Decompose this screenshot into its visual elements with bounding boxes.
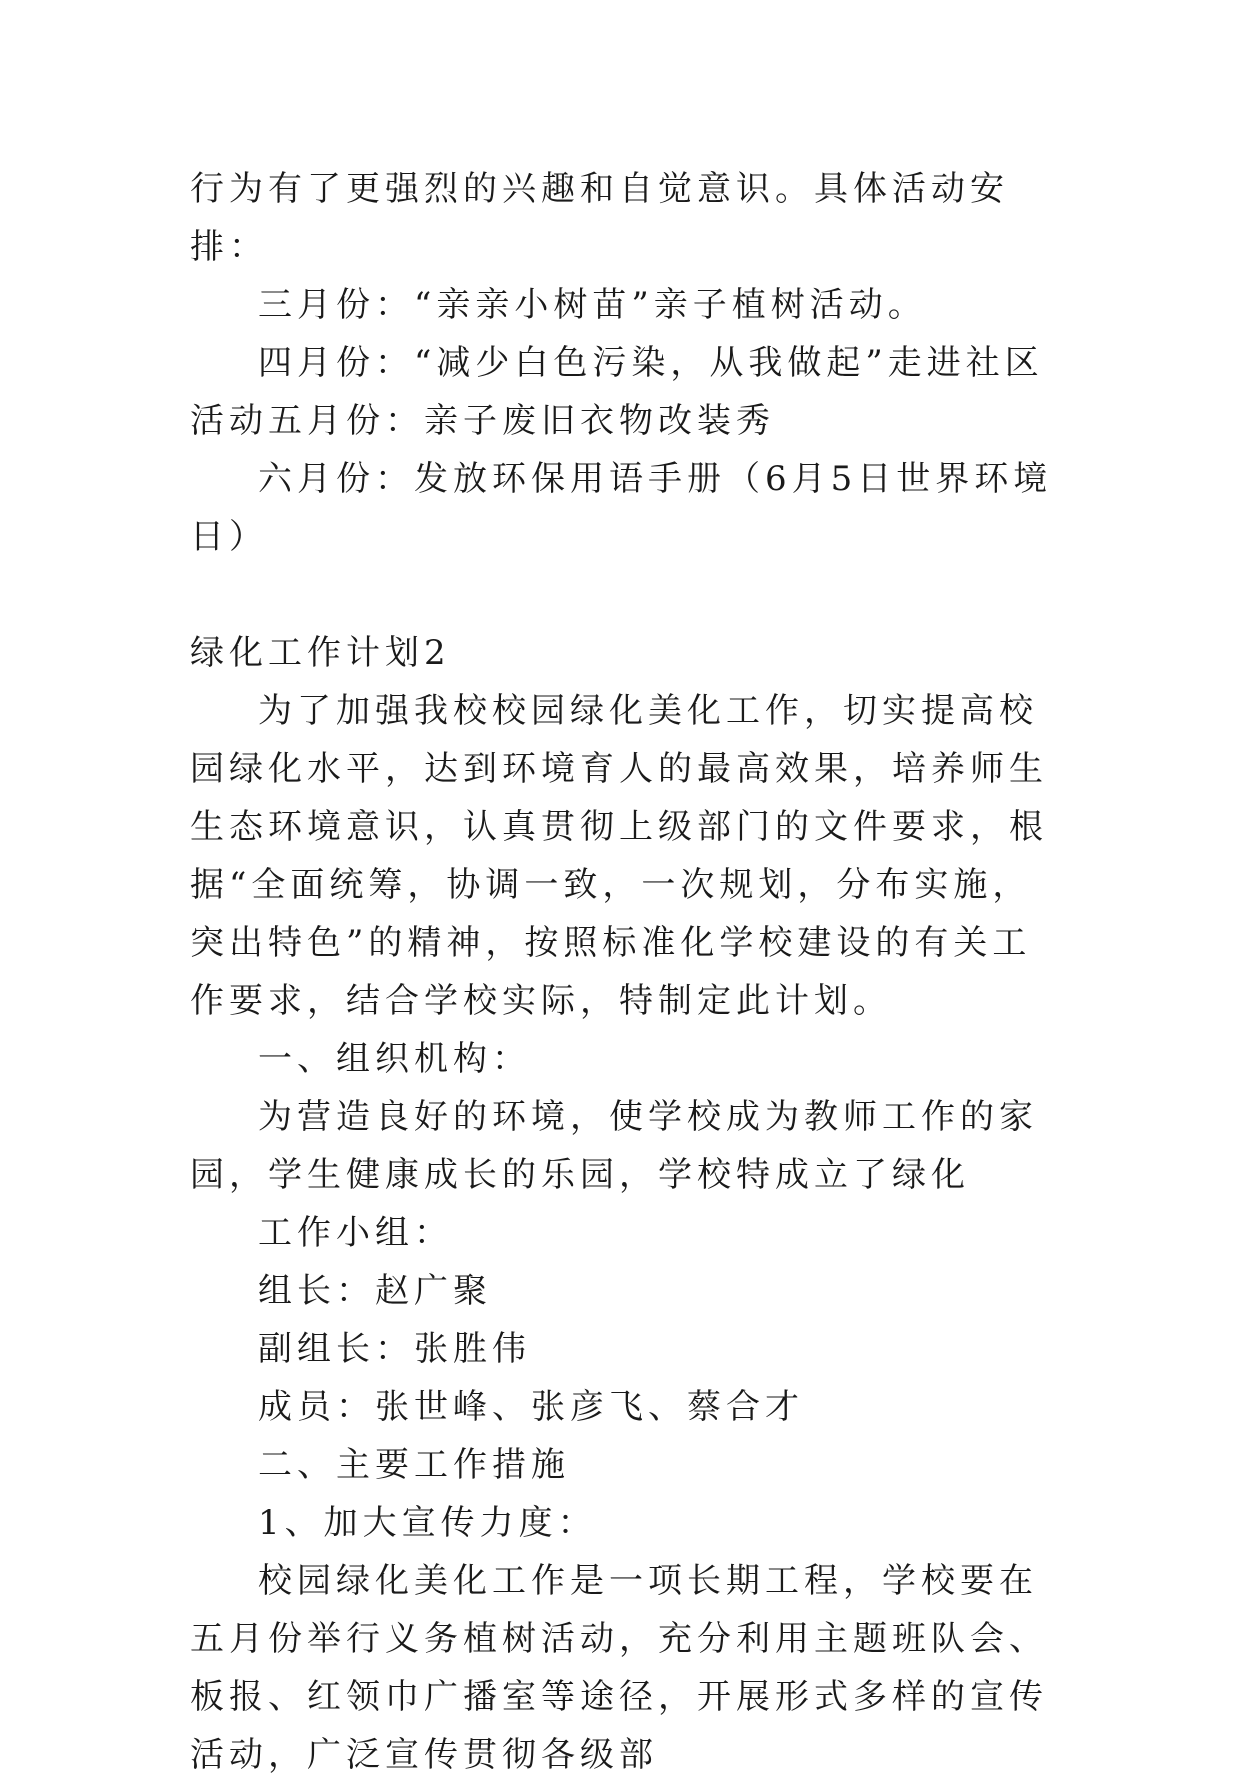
- paragraph: 三月份：“亲亲小树苗”亲子植树活动。: [258, 285, 927, 325]
- paragraph: 为了加强我校校园绿化美化工作，切实提高校园绿化水平，达到环境育人的最高效果，培养师生生态环境意识，认真贯彻上级部门的文件要求，根据“全面统筹，协调一致，一次规划，分布实施，突出特色”的精神，按照标准化学校建设的有关工作要求，结合学校实际，特制定此计划。: [190, 691, 1048, 1021]
- paragraph: 行为有了更强烈的兴趣和自觉意识。具体活动安排：: [190, 169, 1009, 267]
- section-heading: 绿化工作计划2: [190, 633, 451, 673]
- paragraph: 成员：张世峰、张彦飞、蔡合才: [258, 1387, 804, 1427]
- paragraph: 副组长：张胜伟: [258, 1329, 531, 1369]
- paragraph: 1、加大宣传力度：: [258, 1503, 597, 1543]
- paragraph: 校园绿化美化工作是一项长期工程，学校要在五月份举行义务植树活动，充分利用主题班队会、板报、红领巾广播室等途径，开展形式多样的宣传活动，广泛宣传贯彻各级部: [190, 1561, 1048, 1775]
- paragraph: 六月份：发放环保用语手册（6月5日世界环境日）: [190, 459, 1053, 557]
- paragraph: 一、组织机构：: [258, 1039, 531, 1079]
- paragraph: 二、主要工作措施: [258, 1445, 570, 1485]
- paragraph: 四月份：“减少白色污染，从我做起”走进社区活动五月份：亲子废旧衣物改装秀: [190, 343, 1044, 441]
- document-body: [190, 160, 1070, 1784]
- paragraph: 为营造良好的环境，使学校成为教师工作的家园，学生健康成长的乐园，学校特成立了绿化: [190, 1097, 1038, 1195]
- paragraph: 组长：赵广聚: [258, 1271, 492, 1311]
- paragraph: 工作小组：: [258, 1213, 453, 1253]
